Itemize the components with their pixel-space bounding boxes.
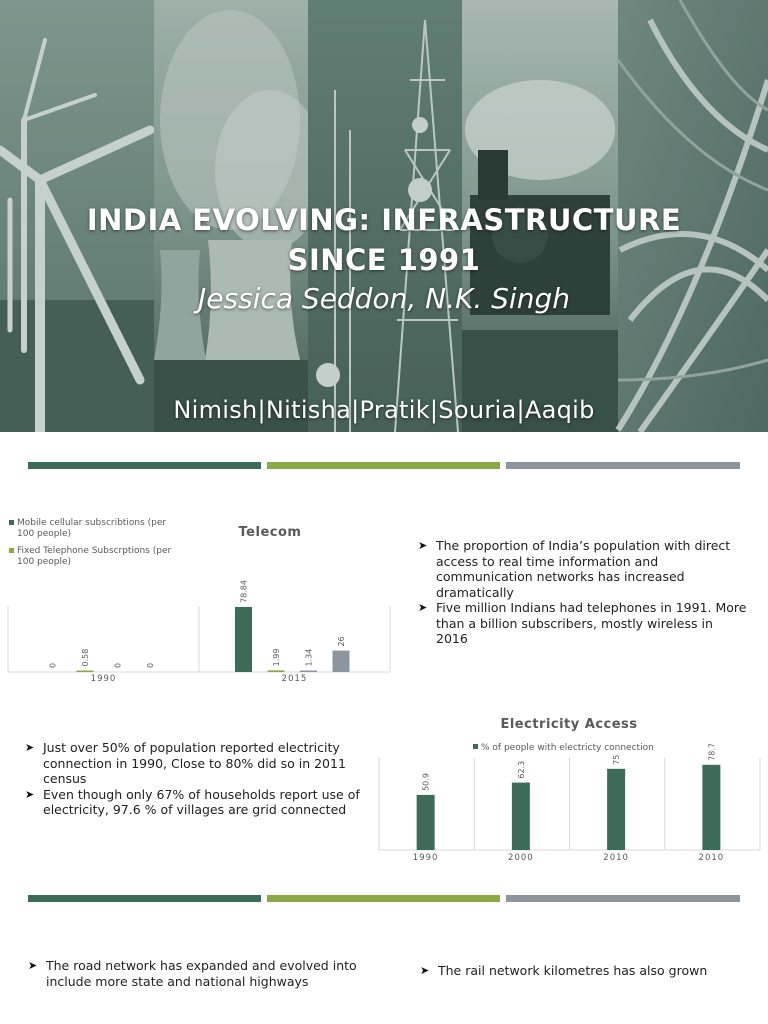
road-bullet-list [28, 958, 373, 989]
data-label: 75 [612, 754, 622, 765]
chart-title: Electricity Access [500, 717, 638, 732]
bar [333, 651, 350, 672]
legend-swatch [9, 548, 14, 553]
divider-segment-grey [506, 895, 740, 902]
telecom-chart [0, 500, 400, 700]
rail-bullet-list [420, 963, 750, 979]
data-label: 50.9 [421, 773, 431, 791]
electricity-chart [375, 708, 765, 868]
telecom-bullet-2: ➤ Five million Indians had telephones in 1991. More than a billion subscribers, mostly wireless in 2016 [418, 600, 748, 647]
data-label: 78.7 [707, 743, 717, 761]
x-tick-label: 2010 [603, 853, 629, 863]
bar [268, 670, 285, 672]
telecom-bullet-list [418, 538, 748, 647]
data-label: 26 [337, 636, 346, 647]
electricity-bullet-list [25, 740, 360, 818]
divider-segment-dark-green [28, 895, 261, 902]
bar [512, 783, 530, 850]
team-members: Nimish|Nitisha|Pratik|Souria|Aaqib [173, 396, 595, 424]
data-label: 1.99 [272, 648, 281, 667]
legend-swatch [9, 520, 14, 525]
legend-entry: Fixed Telephone Subscrptions (per 100 people) [17, 546, 172, 567]
telecom-bullet-1: ➤ The proportion of India’s population with direct access to real time information and communication networks has increased dramatically [418, 538, 748, 600]
divider-segment-light-green [267, 462, 500, 469]
x-tick-label: 1990 [90, 674, 117, 684]
section-divider-2 [28, 895, 740, 902]
x-tick-label: 2010 [698, 853, 725, 863]
data-label: 0 [113, 662, 123, 668]
electricity-bullet-2: ➤ Even though only 67% of households report use of electricity, 97.6 % of villages are grid connected [25, 787, 360, 818]
legend-swatch [473, 744, 478, 749]
section-divider-1 [28, 462, 740, 469]
data-label: 1.34 [304, 648, 314, 667]
bar [417, 795, 435, 850]
chart-title: Telecom [238, 525, 302, 540]
hero-banner [0, 0, 768, 432]
legend-entry: Mobile cellular subscribtions (per 100 people) [17, 518, 167, 539]
bar [702, 765, 720, 850]
divider-segment-dark-green [28, 462, 261, 469]
x-tick-label: 2015 [281, 674, 308, 684]
presentation-title-line-2: SINCE 1991 [287, 243, 481, 277]
rail-bullet: ➤ The rail network kilometres has also grown [420, 963, 750, 979]
divider-segment-grey [506, 462, 740, 469]
x-tick-label: 1990 [412, 853, 439, 863]
legend-entry: % of people with electricty connection [481, 743, 654, 753]
data-label: 0.58 [81, 648, 90, 667]
data-label: 62.3 [516, 760, 526, 779]
electricity-bullet-1: ➤ Just over 50% of population reported electricity connection in 1990, Close to 80% did so in 2011 census [25, 740, 360, 787]
bar [607, 769, 625, 850]
x-tick-label: 2000 [508, 853, 534, 863]
data-label: 0 [48, 662, 58, 668]
bar [235, 607, 252, 672]
data-label: 78.84 [239, 580, 249, 603]
presentation-title-line-1: INDIA EVOLVING: INFRASTRUCTURE [86, 203, 682, 237]
bar [77, 671, 94, 673]
bar [300, 671, 317, 673]
road-bullet: ➤ The road network has expanded and evolved into include more state and national highways [28, 958, 373, 989]
authors-subtitle: Jessica Seddon, N.K. Singh [198, 282, 570, 315]
data-label: 0 [146, 662, 155, 668]
divider-segment-light-green [267, 895, 500, 902]
